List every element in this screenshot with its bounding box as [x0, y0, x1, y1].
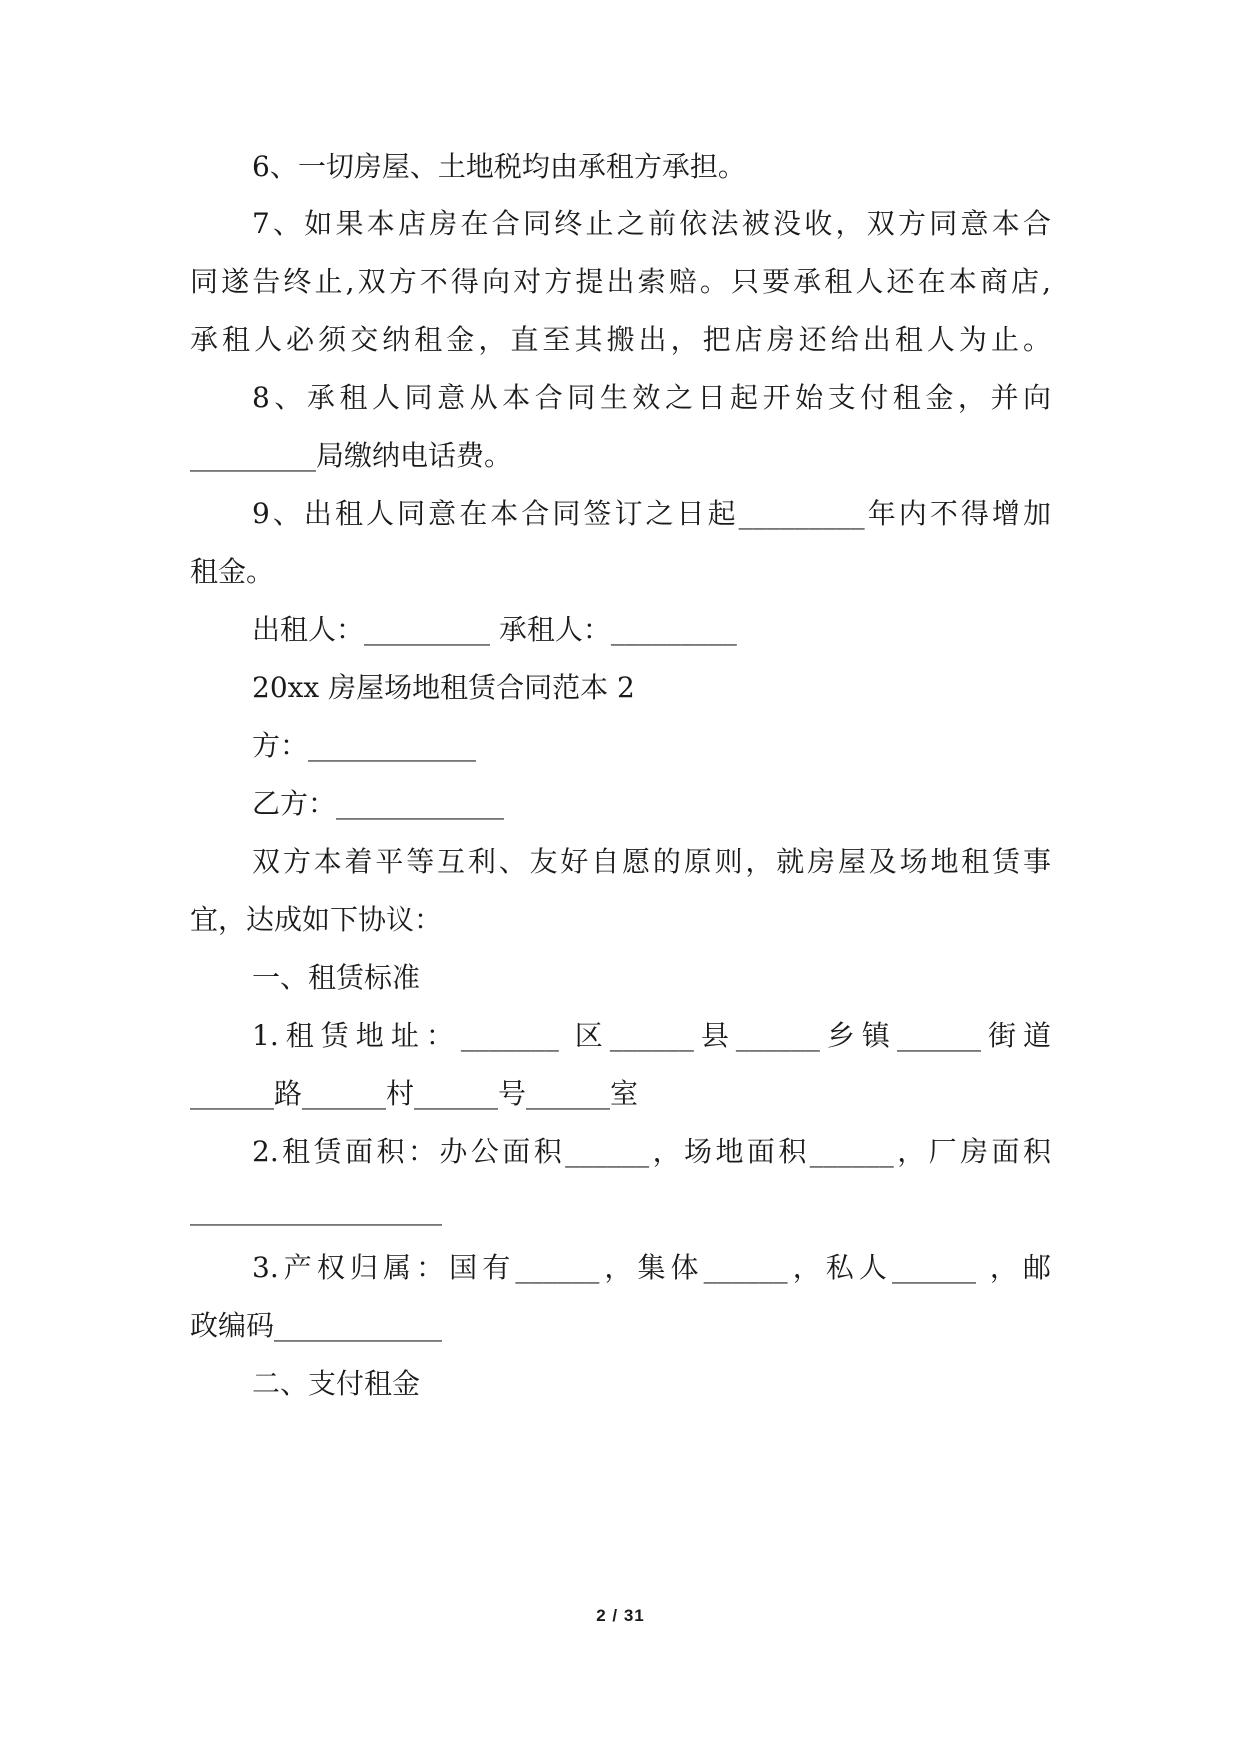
party-a-line: 方：____________: [252, 729, 477, 762]
paragraph-line: 双方本着平等互利、友好自愿的原则，就房屋及场地租赁事: [252, 845, 1051, 878]
party-b-line: 乙方：____________: [252, 787, 505, 820]
paragraph-line: 8、承租人同意从本合同生效之日起开始支付租金，并向: [252, 381, 1051, 414]
paragraph-line: 3.产权归属：国有______，集体______，私人______ ，邮: [252, 1251, 1051, 1284]
section-heading: 一、租赁标准: [252, 961, 421, 994]
page-number: 2 / 31: [596, 1606, 645, 1625]
section-title: 20xx 房屋场地租赁合同范本 2: [252, 671, 635, 704]
paragraph-line: 承租人必须交纳租金，直至其搬出，把店房还给出租人为止。: [190, 323, 1051, 356]
paragraph-line: 政编码____________: [190, 1309, 443, 1342]
signature-line: 出租人：_________ 承租人：_________: [252, 613, 737, 646]
paragraph-line: 7、如果本店房在合同终止之前依法被没收，双方同意本合: [252, 207, 1051, 240]
paragraph-line: _________局缴纳电话费。: [190, 439, 513, 472]
paragraph-line: 1.租赁地址：_______ 区______县______乡镇______街道: [252, 1019, 1051, 1052]
paragraph-line: 同遂告终止,双方不得向对方提出索赔。只要承租人还在本商店,: [190, 265, 1051, 298]
paragraph-line: 2.租赁面积：办公面积______，场地面积______，厂房面积: [252, 1135, 1051, 1168]
paragraph-line: 6、一切房屋、土地税均由承租方承担。: [252, 150, 746, 183]
section-heading: 二、支付租金: [252, 1367, 421, 1400]
paragraph-line: 宜，达成如下协议：: [190, 903, 443, 936]
paragraph-line: __________________: [190, 1193, 442, 1226]
paragraph-line: 租金。: [190, 555, 275, 588]
paragraph-line: ______路______村______号______室: [190, 1077, 639, 1110]
paragraph-line: 9、出租人同意在本合同签订之日起_________年内不得增加: [252, 497, 1051, 530]
